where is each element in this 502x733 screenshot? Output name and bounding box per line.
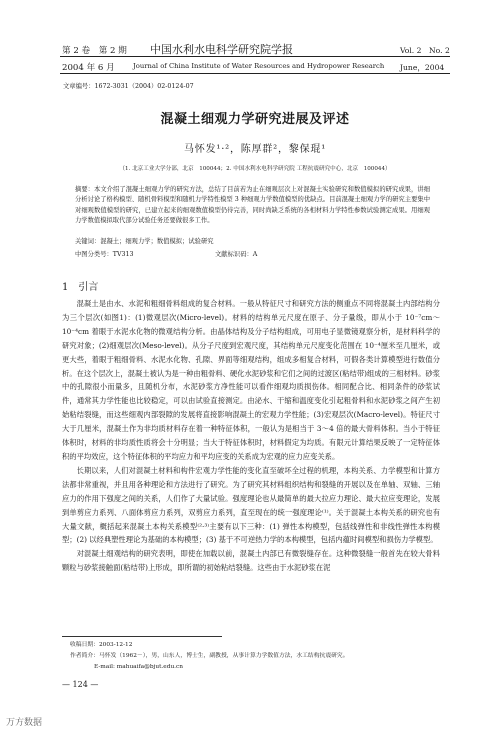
footnote-author-bio: 作者简介：马怀发（1962－），男，山东人，博士生，副教授，从事计算力学数值方法，水工结构抗震研究。 (70, 653, 349, 659)
page-number: — 124 — (62, 680, 99, 689)
paper-title: 混凝土细观力学研究进展及评述 (160, 112, 350, 127)
body-paragraph: 混凝土是由水、水泥和粗细骨料组成的复合材料。一般从特征尺寸和研究方法的侧重点不同将混凝土内部结构分为三个层次(如图1)：(1)微观层次(Micro-level)。材料的结构单元尺度在原子、分子量级，即从小于 10⁻⁷cm～10⁻⁴cm 着眼于水泥水化物的微观结构分析。由晶体结构及分子结构组成，可用电子显微镜观察分析，是材料科学的研究对象；(2)细观层次(Meso-level)。从分子尺度到宏观尺度，其结构单元尺度变化范围在 10⁻⁴厘米至几厘米，或更大些，着眼于粗细骨料、水泥水化物、孔隙、界面等细观结构，组成多相复合材料，可假各类计算模型进行数值分析。在这个层次上，混凝土被认为是一种由粗骨料、硬化水泥砂浆和它们之间的过渡区(粘结带)组成的三相材料。砂浆中的孔隙很小而量多，且随机分布，水泥砂浆方净性能可以看作细观均质损伤体。相同配合比、相同条件的砂浆试件，通常其力学性能也比较稳定，可以由试验直接测定。由泌水、干缩和温度变化引起粗骨料和水泥砂浆之间产生初始粘结裂缝，而这些细观内部裂隙的发展将直接影响混凝土的宏观力学性能；(3)宏观层次(Macro-level)。特征尺寸大于几厘米，混凝土作为非均质材料存在着一种特征体积，一般认为是相当于 3～4 倍的最大骨料体积。当小于特征体积时，材料的非均质性质将会十分明显；当大于特征体积时，材料假定为均质。有限元计算结果反映了一定特征体积的平均效应，这个特征体积的平均应力和平均应变的关系成为宏观的应力应变关系。 (62, 299, 440, 461)
header-volume-issue-cn: 第 2 卷 第 2 期 (62, 46, 127, 56)
footnote-received: 收稿日期：2003-12-12 (70, 642, 133, 648)
body-paragraph: 长期以来，人们对混凝土材料和构件宏观力学性能的变化直至破坏全过程的机理，本构关系、力学模型和计算方法都非常重视，并且用各种理论和方法进行了研究。为了研究其材料组织结构和裂缝的开展以及在单轴、双轴、三轴应力的作用下强度之间的关系，人们作了大量试验。强度理论也从最简单的最大拉应力理论、最大拉应变理论，发展到单剪应力系列、八面体剪应力系列，双剪应力系列，直至现在的统一强度理论⁽¹⁾。关于混凝土本构关系的研究也有大量文献，概括起来混凝土本构关系模型⁽²·³⁾主要有以下三种：(1) 弹性本构模型，包括线弹性和非线性弹性本构模型；(2) 以经典塑性理论为基础的本构模型；(3) 基于不可逆热力学的本构模型，包括内蕴时间模型和损伤力学模型。 (62, 465, 440, 545)
keywords: 关键词：混凝土；细观力学；数值模拟；试验研究 (75, 238, 214, 245)
header-journal-en: Journal of China Institute of Water Resources and Hydropower Research (133, 62, 385, 70)
body-paragraph: 对混凝土细观结构的研究表明，即使在加载以前，混凝土内部已有微裂缝存在。这种微裂缝一般首先在较大骨料颗粒与砂浆接触面(粘结带)上形成，即所谓的初始粘结裂缝。这些由于水泥砂浆在泥 (62, 549, 440, 573)
header-volume-issue-en: Vol. 2 No. 2 (400, 46, 450, 55)
header-journal-cn: 中国水利水电科学研究院学报 (150, 43, 293, 56)
article-id: 文章编号：1672-3031（2004）02-0124-07 (63, 83, 194, 90)
classification-code: 中图分类号：TV313 (75, 251, 134, 258)
header-rule-bottom (60, 73, 450, 74)
abstract: 摘要：本文介绍了混凝土细观力学的研究方法，总结了目前若为止在细观层次上对混凝土实验研究和数值模拟的研究成果，讲细分析讨论了格构模型、随机骨料模型和随机力学特性模型 3 种细观力学数值模型的优缺点。目前混凝土细观力学的研究主要集中对细观数值模型的研究，已建立起来的细观数值模型仍待完善，同时尚缺乏系统的各相材料力学特性参数试验测定成果。用细观力学数值模拟取代部分试验任务还要做很多工作。 (75, 186, 430, 224)
header-date-en: June，2004 (400, 63, 445, 72)
watermark: 万方数据 (6, 718, 43, 728)
footnote-rule (62, 636, 222, 637)
document-code: 文献标识码：A (215, 251, 258, 258)
header-rule-top (60, 56, 450, 57)
footnote-email: E-mail: mahuaifa@bjut.edu.cn (94, 664, 183, 670)
header-date-cn: 2004 年 6 月 (62, 63, 115, 73)
paper-affiliations: （1. 北京工业大学分部，北京 100044；2. 中国水利水电科学研究院 工程抗震研究中心，北京 100044） (119, 166, 391, 172)
section-heading-introduction: 1 引言 (62, 282, 99, 293)
body-text (62, 297, 440, 632)
paper-authors: 马怀发¹·²，陈厚群²，黎保琨¹ (183, 144, 326, 155)
